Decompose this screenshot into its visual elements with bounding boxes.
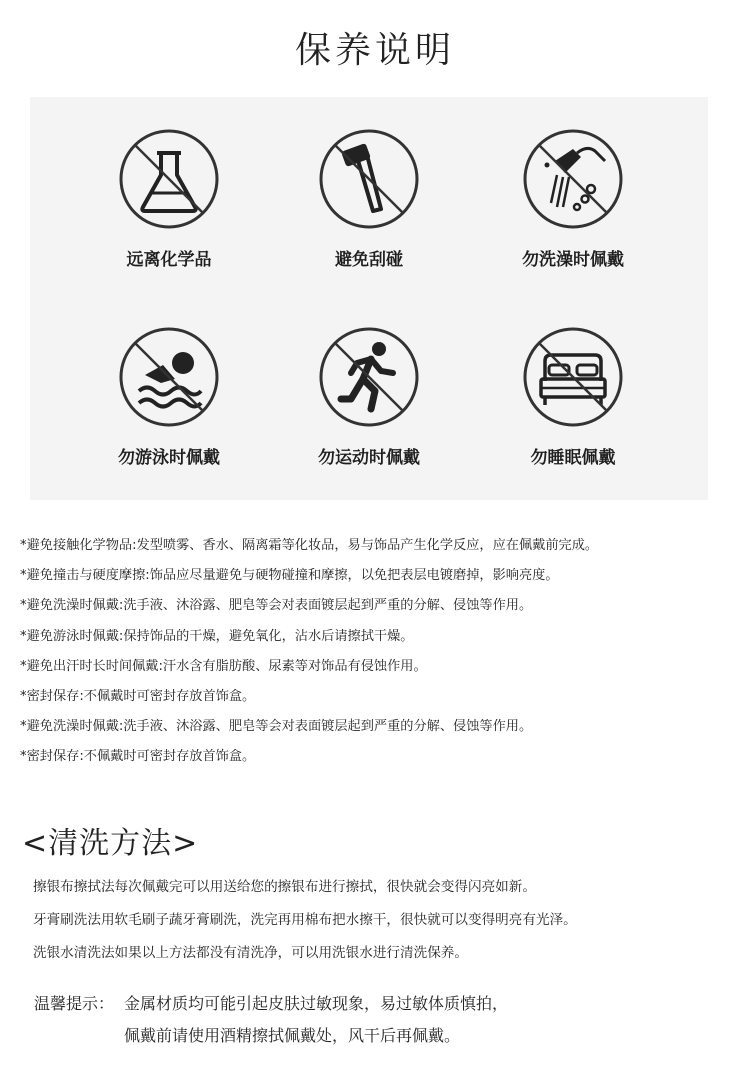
care-item-sport (256, 325, 482, 468)
care-label-sport: 勿运动时佩戴 (318, 448, 420, 468)
care-label-scratch: 避免刮碰 (335, 250, 403, 270)
care-note: *密封保存:不佩戴时可密封存放首饰盒。 (20, 749, 256, 765)
cleaning-method: 洗银水清洗法如果以上方法都没有清洗净，可以用洗银水进行清洗保养。 (33, 945, 468, 961)
care-label-chemicals: 远离化学品 (126, 250, 212, 270)
page-title: 保养说明 (294, 30, 455, 71)
cleaning-method: 擦银布擦拭法每次佩戴完可以用送给您的擦银布进行擦拭，很快就会变得闪亮如新。 (33, 879, 536, 895)
care-note: *避免撞击与硬度摩擦:饰品应尽量避免与硬物碰撞和摩擦，以免把表层电镀磨掉，影响亮度。 (20, 568, 559, 584)
cleaning-method: 牙膏刷洗法用软毛刷子蔬牙膏刷洗，洗完再用棉布把水擦干，很快就可以变得明亮有光泽。 (33, 912, 577, 928)
care-item-swim (56, 325, 282, 468)
care-note: *避免接触化学物品:发型喷雾、香水、隔离霜等化妆品，易与饰品产生化学反应，应在佩戴前完成。 (20, 538, 599, 553)
warm-tip-indent (34, 1022, 124, 1054)
care-note: *避免出汗时长时间佩戴:汗水含有脂肪酸、尿素等对饰品有侵蚀作用。 (20, 658, 427, 674)
care-note: *避免游泳时佩戴:保持饰品的干燥，避免氧化，沾水后请擦拭干燥。 (20, 628, 414, 644)
care-note: *密封保存:不佩戴时可密封存放首饰盒。 (20, 688, 256, 704)
care-item-chemicals (56, 127, 282, 270)
care-item-shower (460, 127, 686, 270)
care-icons-panel (30, 97, 708, 500)
runner-icon (317, 325, 421, 429)
swimmer-icon (117, 325, 221, 429)
cleaning-section-title: <清洗方法> (22, 826, 199, 861)
care-notes-list (20, 536, 740, 778)
care-label-swim: 勿游泳时佩戴 (118, 448, 220, 468)
warm-tip-line-1: 金属材质均可能引起皮肤过敏现象，易过敏体质慎拍， (124, 994, 509, 1013)
cleaning-methods-list (33, 877, 733, 976)
care-note: *避免洗澡时佩戴:洗手液、沐浴露、肥皂等会对表面镀层起到严重的分解、侵蚀等作用。 (20, 598, 533, 614)
care-item-scratch (256, 127, 482, 270)
warm-tip-line-2: 佩戴前请使用酒精擦拭佩戴处，风干后再佩戴。 (124, 1026, 461, 1045)
shower-icon (521, 127, 625, 231)
warm-tip-label: 温馨提示： (34, 994, 115, 1013)
warm-tip (34, 990, 734, 1054)
hammer-icon (317, 127, 421, 231)
flask-icon (117, 127, 221, 231)
bed-icon (521, 325, 625, 429)
care-label-shower: 勿洗澡时佩戴 (522, 250, 624, 270)
care-note: *避免洗澡时佩戴:洗手液、沐浴露、肥皂等会对表面镀层起到严重的分解、侵蚀等作用。 (20, 719, 533, 735)
care-item-sleep (460, 325, 686, 468)
care-label-sleep: 勿睡眠佩戴 (530, 448, 616, 468)
